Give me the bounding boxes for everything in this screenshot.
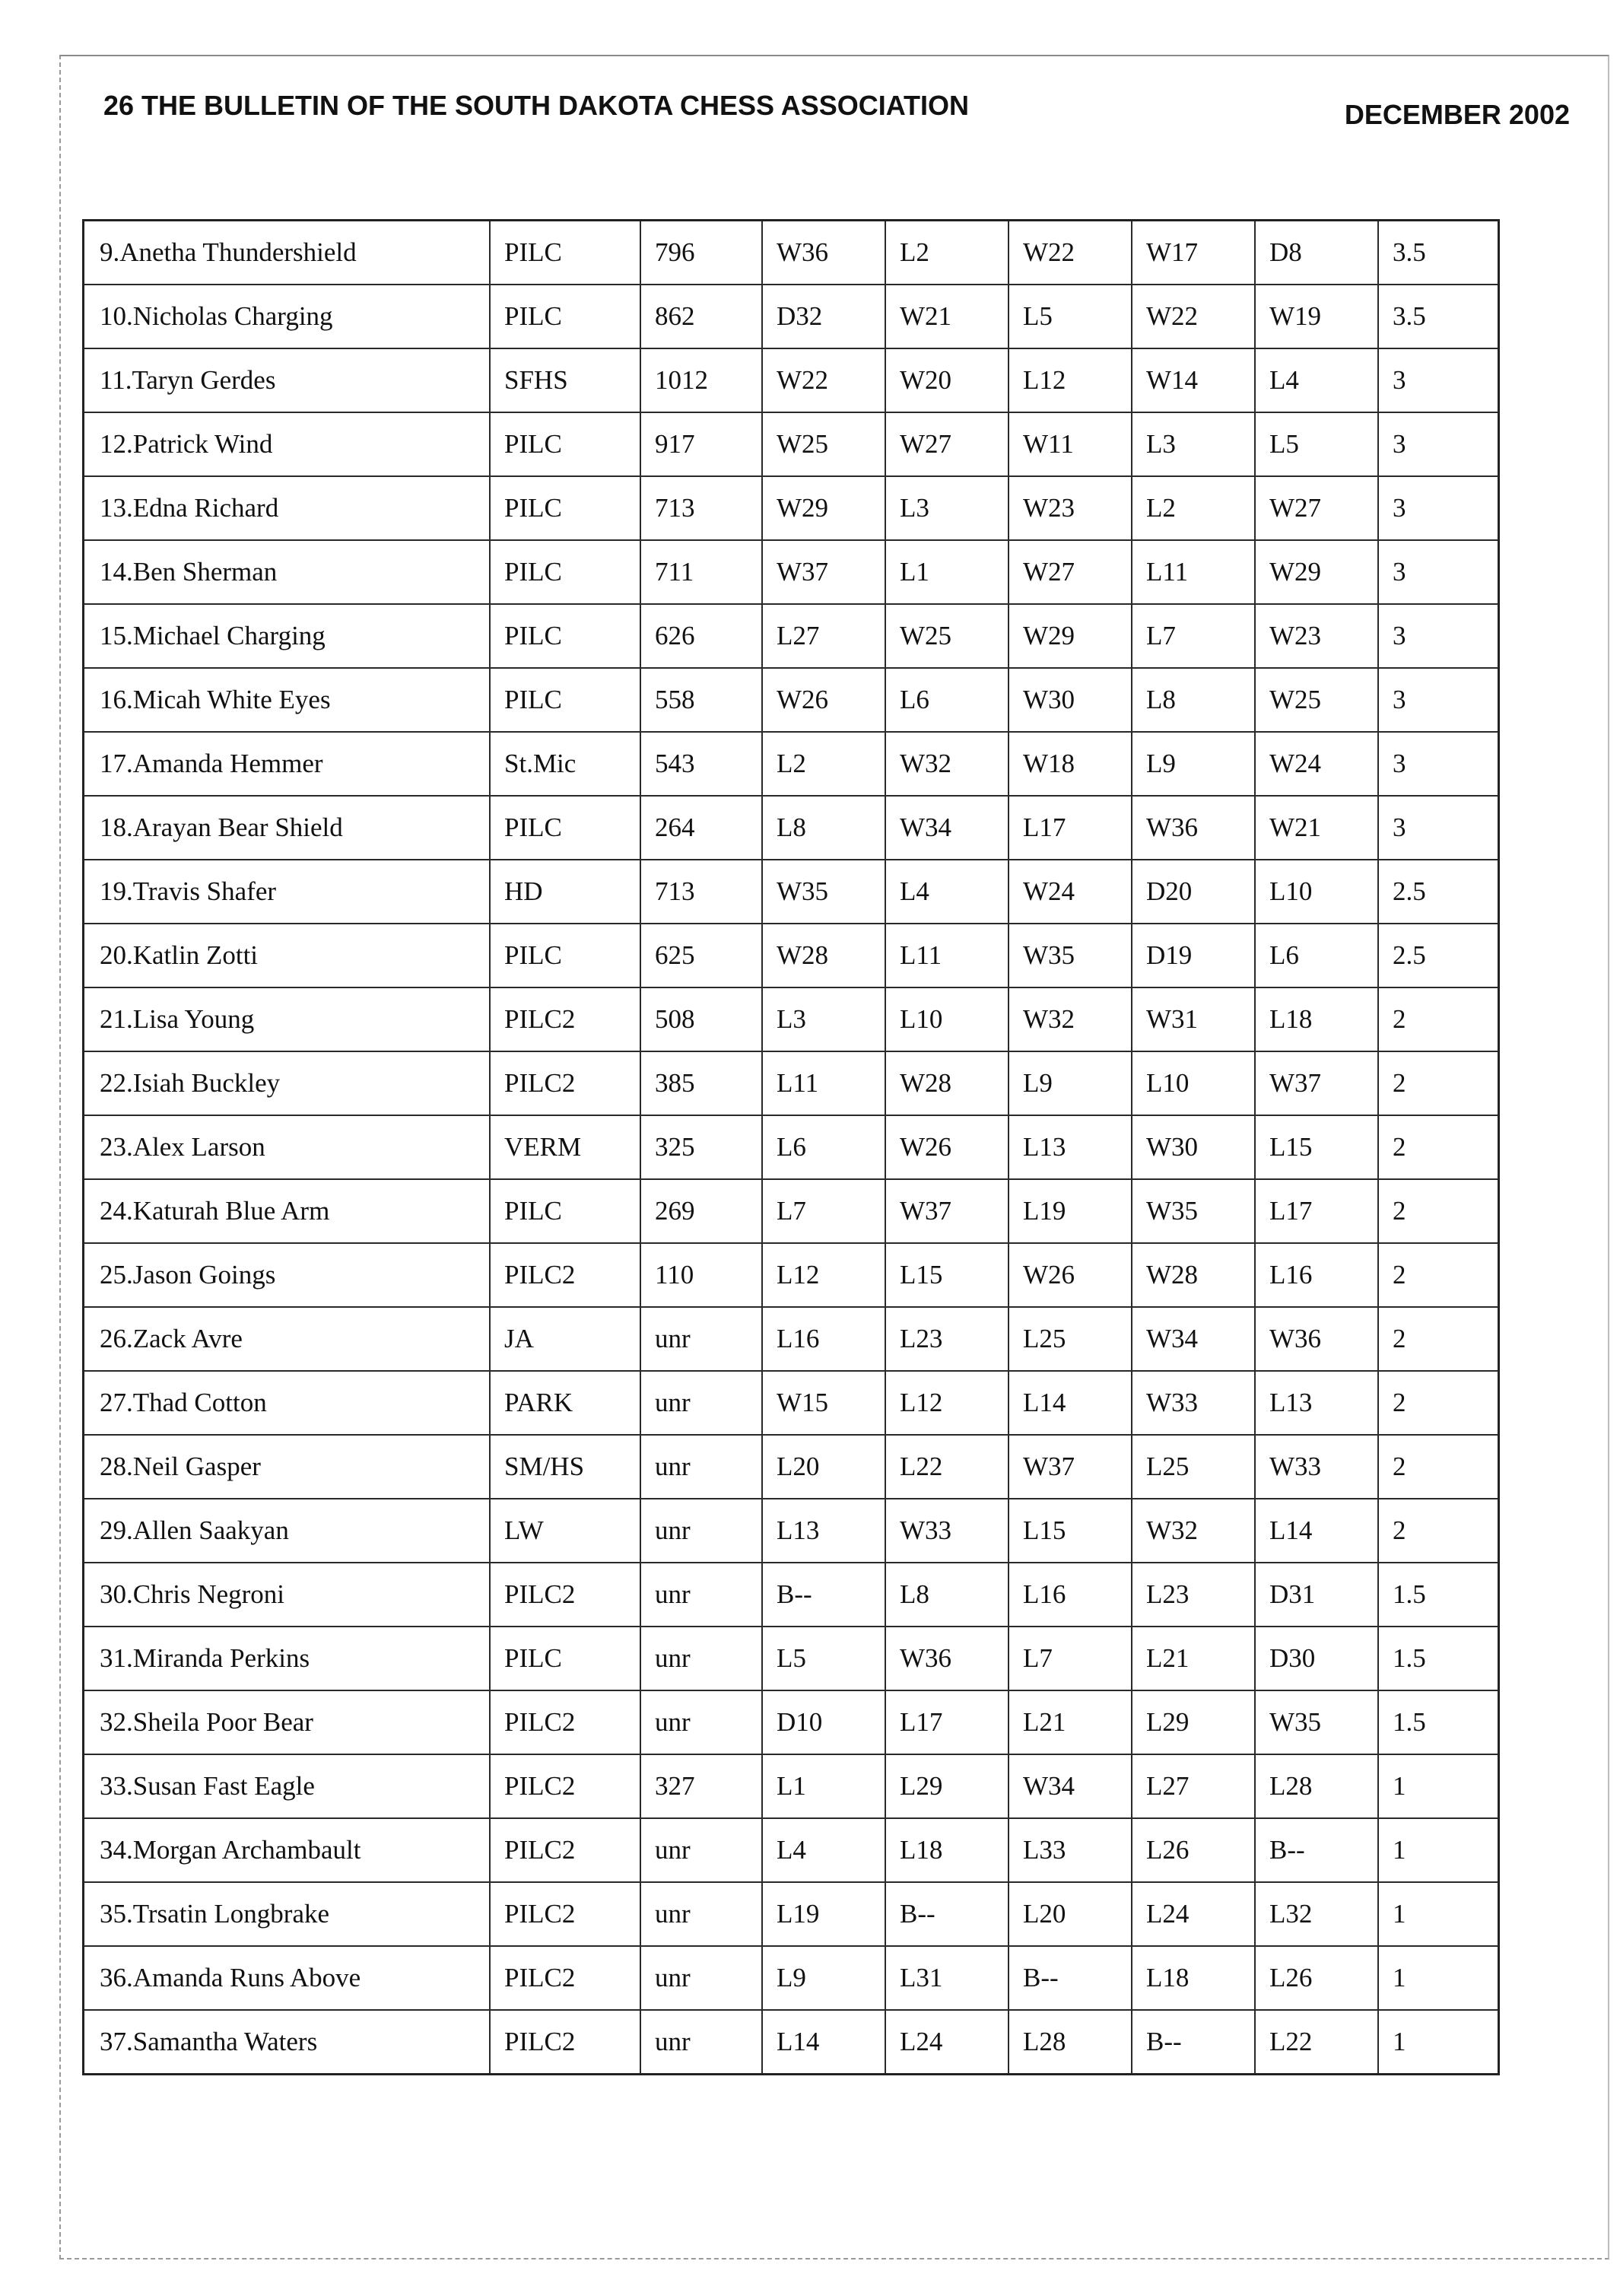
round-2-cell: L2 bbox=[885, 221, 1009, 285]
table-row bbox=[84, 476, 1499, 540]
player-name-cell: 37.Samantha Waters bbox=[84, 2010, 491, 2075]
round-3-cell: L16 bbox=[1009, 1563, 1132, 1627]
table-row bbox=[84, 860, 1499, 924]
round-5-cell: D8 bbox=[1255, 221, 1378, 285]
round-4-cell: L11 bbox=[1132, 540, 1255, 604]
round-2-cell: L15 bbox=[885, 1243, 1009, 1307]
round-3-cell: W23 bbox=[1009, 476, 1132, 540]
round-4-cell: L8 bbox=[1132, 668, 1255, 732]
table-row bbox=[84, 1179, 1499, 1243]
round-2-cell: W37 bbox=[885, 1179, 1009, 1243]
round-2-cell: L10 bbox=[885, 987, 1009, 1051]
round-2-cell: W34 bbox=[885, 796, 1009, 860]
round-5-cell: W33 bbox=[1255, 1435, 1378, 1499]
round-5-cell: W21 bbox=[1255, 796, 1378, 860]
table-row bbox=[84, 1754, 1499, 1818]
table-row bbox=[84, 412, 1499, 476]
score-cell: 3 bbox=[1378, 604, 1499, 668]
rating-cell: 713 bbox=[640, 860, 762, 924]
table-row bbox=[84, 285, 1499, 348]
table-row bbox=[84, 1690, 1499, 1754]
round-2-cell: L24 bbox=[885, 2010, 1009, 2075]
table-row bbox=[84, 668, 1499, 732]
round-2-cell: L23 bbox=[885, 1307, 1009, 1371]
round-4-cell: L21 bbox=[1132, 1627, 1255, 1690]
round-3-cell: W27 bbox=[1009, 540, 1132, 604]
round-1-cell: L16 bbox=[762, 1307, 885, 1371]
player-name-cell: 35.Trsatin Longbrake bbox=[84, 1882, 491, 1946]
player-name-cell: 18.Arayan Bear Shield bbox=[84, 796, 491, 860]
school-cell: SM/HS bbox=[490, 1435, 640, 1499]
score-cell: 1 bbox=[1378, 1754, 1499, 1818]
school-cell: PILC bbox=[490, 924, 640, 987]
round-3-cell: W30 bbox=[1009, 668, 1132, 732]
round-3-cell: L14 bbox=[1009, 1371, 1132, 1435]
round-1-cell: W22 bbox=[762, 348, 885, 412]
round-4-cell: W28 bbox=[1132, 1243, 1255, 1307]
round-2-cell: L31 bbox=[885, 1946, 1009, 2010]
score-cell: 1.5 bbox=[1378, 1690, 1499, 1754]
round-2-cell: W25 bbox=[885, 604, 1009, 668]
round-5-cell: W19 bbox=[1255, 285, 1378, 348]
round-1-cell: L20 bbox=[762, 1435, 885, 1499]
round-1-cell: W15 bbox=[762, 1371, 885, 1435]
score-cell: 2 bbox=[1378, 987, 1499, 1051]
round-1-cell: L4 bbox=[762, 1818, 885, 1882]
player-name-cell: 21.Lisa Young bbox=[84, 987, 491, 1051]
table-row bbox=[84, 924, 1499, 987]
score-cell: 2 bbox=[1378, 1051, 1499, 1115]
score-cell: 1 bbox=[1378, 1946, 1499, 2010]
score-cell: 3 bbox=[1378, 476, 1499, 540]
round-2-cell: L4 bbox=[885, 860, 1009, 924]
round-4-cell: B-- bbox=[1132, 2010, 1255, 2075]
school-cell: HD bbox=[490, 860, 640, 924]
round-2-cell: L12 bbox=[885, 1371, 1009, 1435]
rating-cell: 558 bbox=[640, 668, 762, 732]
school-cell: PILC bbox=[490, 540, 640, 604]
round-1-cell: W25 bbox=[762, 412, 885, 476]
score-cell: 3 bbox=[1378, 412, 1499, 476]
rating-cell: 626 bbox=[640, 604, 762, 668]
player-name-cell: 12.Patrick Wind bbox=[84, 412, 491, 476]
round-3-cell: L12 bbox=[1009, 348, 1132, 412]
score-cell: 1.5 bbox=[1378, 1627, 1499, 1690]
round-5-cell: L17 bbox=[1255, 1179, 1378, 1243]
score-cell: 1 bbox=[1378, 1818, 1499, 1882]
round-1-cell: W35 bbox=[762, 860, 885, 924]
round-3-cell: L5 bbox=[1009, 285, 1132, 348]
score-cell: 3 bbox=[1378, 796, 1499, 860]
round-3-cell: L19 bbox=[1009, 1179, 1132, 1243]
score-cell: 2 bbox=[1378, 1307, 1499, 1371]
round-2-cell: L17 bbox=[885, 1690, 1009, 1754]
score-cell: 3.5 bbox=[1378, 285, 1499, 348]
round-1-cell: W29 bbox=[762, 476, 885, 540]
school-cell: PILC bbox=[490, 285, 640, 348]
score-cell: 2.5 bbox=[1378, 860, 1499, 924]
rating-cell: unr bbox=[640, 1499, 762, 1563]
school-cell: PARK bbox=[490, 1371, 640, 1435]
player-name-cell: 34.Morgan Archambault bbox=[84, 1818, 491, 1882]
round-3-cell: L13 bbox=[1009, 1115, 1132, 1179]
round-1-cell: W28 bbox=[762, 924, 885, 987]
round-4-cell: W34 bbox=[1132, 1307, 1255, 1371]
rating-cell: 264 bbox=[640, 796, 762, 860]
results-table bbox=[82, 219, 1500, 2075]
rating-cell: unr bbox=[640, 1946, 762, 2010]
school-cell: PILC bbox=[490, 221, 640, 285]
rating-cell: 796 bbox=[640, 221, 762, 285]
rating-cell: unr bbox=[640, 1627, 762, 1690]
score-cell: 2 bbox=[1378, 1499, 1499, 1563]
round-1-cell: L6 bbox=[762, 1115, 885, 1179]
score-cell: 3 bbox=[1378, 540, 1499, 604]
player-name-cell: 33.Susan Fast Eagle bbox=[84, 1754, 491, 1818]
round-4-cell: W31 bbox=[1132, 987, 1255, 1051]
round-3-cell: W29 bbox=[1009, 604, 1132, 668]
player-name-cell: 29.Allen Saakyan bbox=[84, 1499, 491, 1563]
round-3-cell: L17 bbox=[1009, 796, 1132, 860]
player-name-cell: 9.Anetha Thundershield bbox=[84, 221, 491, 285]
player-name-cell: 31.Miranda Perkins bbox=[84, 1627, 491, 1690]
round-1-cell: L13 bbox=[762, 1499, 885, 1563]
table-row bbox=[84, 796, 1499, 860]
round-5-cell: W36 bbox=[1255, 1307, 1378, 1371]
round-4-cell: L23 bbox=[1132, 1563, 1255, 1627]
round-3-cell: W24 bbox=[1009, 860, 1132, 924]
round-3-cell: W35 bbox=[1009, 924, 1132, 987]
table-row bbox=[84, 732, 1499, 796]
round-5-cell: L28 bbox=[1255, 1754, 1378, 1818]
score-cell: 2 bbox=[1378, 1435, 1499, 1499]
page-header-title: 26 THE BULLETIN OF THE SOUTH DAKOTA CHESS ASSOCIATION bbox=[103, 90, 970, 121]
round-5-cell: L26 bbox=[1255, 1946, 1378, 2010]
score-cell: 3 bbox=[1378, 348, 1499, 412]
round-4-cell: W30 bbox=[1132, 1115, 1255, 1179]
player-name-cell: 26.Zack Avre bbox=[84, 1307, 491, 1371]
table-row bbox=[84, 1371, 1499, 1435]
school-cell: PILC2 bbox=[490, 1882, 640, 1946]
rating-cell: unr bbox=[640, 1435, 762, 1499]
round-3-cell: L25 bbox=[1009, 1307, 1132, 1371]
round-3-cell: L20 bbox=[1009, 1882, 1132, 1946]
round-1-cell: L1 bbox=[762, 1754, 885, 1818]
round-4-cell: L10 bbox=[1132, 1051, 1255, 1115]
round-4-cell: W36 bbox=[1132, 796, 1255, 860]
rating-cell: unr bbox=[640, 1371, 762, 1435]
round-2-cell: L8 bbox=[885, 1563, 1009, 1627]
school-cell: PILC bbox=[490, 412, 640, 476]
round-3-cell: W26 bbox=[1009, 1243, 1132, 1307]
round-3-cell: L21 bbox=[1009, 1690, 1132, 1754]
score-cell: 3.5 bbox=[1378, 221, 1499, 285]
round-5-cell: L32 bbox=[1255, 1882, 1378, 1946]
round-5-cell: L14 bbox=[1255, 1499, 1378, 1563]
round-1-cell: L9 bbox=[762, 1946, 885, 2010]
score-cell: 1 bbox=[1378, 2010, 1499, 2075]
score-cell: 2 bbox=[1378, 1115, 1499, 1179]
round-5-cell: B-- bbox=[1255, 1818, 1378, 1882]
rating-cell: 385 bbox=[640, 1051, 762, 1115]
round-5-cell: W35 bbox=[1255, 1690, 1378, 1754]
table-row bbox=[84, 1946, 1499, 2010]
player-name-cell: 30.Chris Negroni bbox=[84, 1563, 491, 1627]
school-cell: SFHS bbox=[490, 348, 640, 412]
round-2-cell: W20 bbox=[885, 348, 1009, 412]
school-cell: PILC2 bbox=[490, 1563, 640, 1627]
score-cell: 2 bbox=[1378, 1179, 1499, 1243]
score-cell: 2.5 bbox=[1378, 924, 1499, 987]
player-name-cell: 22.Isiah Buckley bbox=[84, 1051, 491, 1115]
round-2-cell: L29 bbox=[885, 1754, 1009, 1818]
table-row bbox=[84, 1563, 1499, 1627]
round-1-cell: W36 bbox=[762, 221, 885, 285]
rating-cell: 269 bbox=[640, 1179, 762, 1243]
rating-cell: 917 bbox=[640, 412, 762, 476]
round-3-cell: W32 bbox=[1009, 987, 1132, 1051]
round-4-cell: D20 bbox=[1132, 860, 1255, 924]
round-1-cell: D10 bbox=[762, 1690, 885, 1754]
rating-cell: 325 bbox=[640, 1115, 762, 1179]
rating-cell: unr bbox=[640, 1690, 762, 1754]
player-name-cell: 36.Amanda Runs Above bbox=[84, 1946, 491, 2010]
round-5-cell: L5 bbox=[1255, 412, 1378, 476]
round-2-cell: W32 bbox=[885, 732, 1009, 796]
score-cell: 3 bbox=[1378, 668, 1499, 732]
school-cell: PILC bbox=[490, 476, 640, 540]
round-1-cell: L2 bbox=[762, 732, 885, 796]
round-5-cell: W29 bbox=[1255, 540, 1378, 604]
round-2-cell: L11 bbox=[885, 924, 1009, 987]
table-row bbox=[84, 604, 1499, 668]
school-cell: LW bbox=[490, 1499, 640, 1563]
round-5-cell: W24 bbox=[1255, 732, 1378, 796]
table-row bbox=[84, 1818, 1499, 1882]
round-4-cell: L25 bbox=[1132, 1435, 1255, 1499]
rating-cell: 327 bbox=[640, 1754, 762, 1818]
player-name-cell: 27.Thad Cotton bbox=[84, 1371, 491, 1435]
round-3-cell: W22 bbox=[1009, 221, 1132, 285]
round-4-cell: L24 bbox=[1132, 1882, 1255, 1946]
results-table-body bbox=[84, 221, 1499, 2075]
table-row bbox=[84, 540, 1499, 604]
round-5-cell: L15 bbox=[1255, 1115, 1378, 1179]
rating-cell: unr bbox=[640, 1563, 762, 1627]
round-2-cell: W21 bbox=[885, 285, 1009, 348]
round-4-cell: L26 bbox=[1132, 1818, 1255, 1882]
player-name-cell: 23.Alex Larson bbox=[84, 1115, 491, 1179]
rating-cell: 110 bbox=[640, 1243, 762, 1307]
round-1-cell: L19 bbox=[762, 1882, 885, 1946]
round-2-cell: W36 bbox=[885, 1627, 1009, 1690]
round-3-cell: L33 bbox=[1009, 1818, 1132, 1882]
table-row bbox=[84, 1307, 1499, 1371]
round-4-cell: L2 bbox=[1132, 476, 1255, 540]
round-1-cell: L3 bbox=[762, 987, 885, 1051]
round-3-cell: W37 bbox=[1009, 1435, 1132, 1499]
round-2-cell: L22 bbox=[885, 1435, 1009, 1499]
round-1-cell: L11 bbox=[762, 1051, 885, 1115]
player-name-cell: 15.Michael Charging bbox=[84, 604, 491, 668]
round-2-cell: W33 bbox=[885, 1499, 1009, 1563]
table-row bbox=[84, 1499, 1499, 1563]
school-cell: PILC2 bbox=[490, 2010, 640, 2075]
school-cell: PILC2 bbox=[490, 1051, 640, 1115]
round-5-cell: D30 bbox=[1255, 1627, 1378, 1690]
round-2-cell: L3 bbox=[885, 476, 1009, 540]
round-5-cell: L4 bbox=[1255, 348, 1378, 412]
rating-cell: 625 bbox=[640, 924, 762, 987]
round-5-cell: W25 bbox=[1255, 668, 1378, 732]
round-5-cell: L6 bbox=[1255, 924, 1378, 987]
round-4-cell: W32 bbox=[1132, 1499, 1255, 1563]
round-3-cell: L9 bbox=[1009, 1051, 1132, 1115]
round-2-cell: L6 bbox=[885, 668, 1009, 732]
round-2-cell: L18 bbox=[885, 1818, 1009, 1882]
round-2-cell: B-- bbox=[885, 1882, 1009, 1946]
player-name-cell: 24.Katurah Blue Arm bbox=[84, 1179, 491, 1243]
score-cell: 3 bbox=[1378, 732, 1499, 796]
round-1-cell: L7 bbox=[762, 1179, 885, 1243]
round-3-cell: B-- bbox=[1009, 1946, 1132, 2010]
table-row bbox=[84, 1435, 1499, 1499]
round-2-cell: W26 bbox=[885, 1115, 1009, 1179]
table-row bbox=[84, 1882, 1499, 1946]
round-1-cell: W26 bbox=[762, 668, 885, 732]
player-name-cell: 28.Neil Gasper bbox=[84, 1435, 491, 1499]
round-4-cell: L29 bbox=[1132, 1690, 1255, 1754]
score-cell: 2 bbox=[1378, 1371, 1499, 1435]
round-4-cell: D19 bbox=[1132, 924, 1255, 987]
rating-cell: 711 bbox=[640, 540, 762, 604]
school-cell: PILC2 bbox=[490, 1754, 640, 1818]
player-name-cell: 32.Sheila Poor Bear bbox=[84, 1690, 491, 1754]
round-4-cell: L9 bbox=[1132, 732, 1255, 796]
round-2-cell: W27 bbox=[885, 412, 1009, 476]
round-5-cell: L16 bbox=[1255, 1243, 1378, 1307]
round-2-cell: L1 bbox=[885, 540, 1009, 604]
round-4-cell: L3 bbox=[1132, 412, 1255, 476]
school-cell: PILC2 bbox=[490, 987, 640, 1051]
round-3-cell: W18 bbox=[1009, 732, 1132, 796]
table-row bbox=[84, 348, 1499, 412]
round-5-cell: L13 bbox=[1255, 1371, 1378, 1435]
player-name-cell: 10.Nicholas Charging bbox=[84, 285, 491, 348]
round-3-cell: L15 bbox=[1009, 1499, 1132, 1563]
school-cell: PILC bbox=[490, 796, 640, 860]
round-1-cell: B-- bbox=[762, 1563, 885, 1627]
round-4-cell: L27 bbox=[1132, 1754, 1255, 1818]
round-4-cell: W35 bbox=[1132, 1179, 1255, 1243]
round-4-cell: L18 bbox=[1132, 1946, 1255, 2010]
round-1-cell: L27 bbox=[762, 604, 885, 668]
player-name-cell: 13.Edna Richard bbox=[84, 476, 491, 540]
school-cell: St.Mic bbox=[490, 732, 640, 796]
school-cell: PILC2 bbox=[490, 1818, 640, 1882]
score-cell: 2 bbox=[1378, 1243, 1499, 1307]
round-5-cell: W27 bbox=[1255, 476, 1378, 540]
player-name-cell: 17.Amanda Hemmer bbox=[84, 732, 491, 796]
player-name-cell: 11.Taryn Gerdes bbox=[84, 348, 491, 412]
school-cell: VERM bbox=[490, 1115, 640, 1179]
page-header-date: DECEMBER 2002 bbox=[1344, 99, 1570, 130]
round-3-cell: W34 bbox=[1009, 1754, 1132, 1818]
player-name-cell: 16.Micah White Eyes bbox=[84, 668, 491, 732]
round-1-cell: L5 bbox=[762, 1627, 885, 1690]
school-cell: PILC2 bbox=[490, 1946, 640, 2010]
school-cell: PILC bbox=[490, 668, 640, 732]
round-3-cell: L28 bbox=[1009, 2010, 1132, 2075]
round-1-cell: W37 bbox=[762, 540, 885, 604]
round-1-cell: L12 bbox=[762, 1243, 885, 1307]
round-1-cell: L14 bbox=[762, 2010, 885, 2075]
score-cell: 1 bbox=[1378, 1882, 1499, 1946]
table-row bbox=[84, 2010, 1499, 2075]
table-row bbox=[84, 1051, 1499, 1115]
round-1-cell: L8 bbox=[762, 796, 885, 860]
rating-cell: 713 bbox=[640, 476, 762, 540]
round-4-cell: W14 bbox=[1132, 348, 1255, 412]
rating-cell: unr bbox=[640, 1882, 762, 1946]
table-row bbox=[84, 1115, 1499, 1179]
round-5-cell: D31 bbox=[1255, 1563, 1378, 1627]
player-name-cell: 19.Travis Shafer bbox=[84, 860, 491, 924]
school-cell: PILC2 bbox=[490, 1243, 640, 1307]
player-name-cell: 25.Jason Goings bbox=[84, 1243, 491, 1307]
round-5-cell: L22 bbox=[1255, 2010, 1378, 2075]
school-cell: PILC bbox=[490, 604, 640, 668]
round-3-cell: W11 bbox=[1009, 412, 1132, 476]
player-name-cell: 14.Ben Sherman bbox=[84, 540, 491, 604]
round-5-cell: W37 bbox=[1255, 1051, 1378, 1115]
rating-cell: unr bbox=[640, 2010, 762, 2075]
round-3-cell: L7 bbox=[1009, 1627, 1132, 1690]
round-5-cell: L18 bbox=[1255, 987, 1378, 1051]
rating-cell: 508 bbox=[640, 987, 762, 1051]
table-row bbox=[84, 1243, 1499, 1307]
table-row bbox=[84, 987, 1499, 1051]
school-cell: PILC bbox=[490, 1179, 640, 1243]
school-cell: PILC2 bbox=[490, 1690, 640, 1754]
rating-cell: 543 bbox=[640, 732, 762, 796]
round-4-cell: L7 bbox=[1132, 604, 1255, 668]
score-cell: 1.5 bbox=[1378, 1563, 1499, 1627]
player-name-cell: 20.Katlin Zotti bbox=[84, 924, 491, 987]
rating-cell: 1012 bbox=[640, 348, 762, 412]
table-row bbox=[84, 221, 1499, 285]
round-4-cell: W33 bbox=[1132, 1371, 1255, 1435]
round-4-cell: W17 bbox=[1132, 221, 1255, 285]
round-5-cell: W23 bbox=[1255, 604, 1378, 668]
rating-cell: unr bbox=[640, 1307, 762, 1371]
round-5-cell: L10 bbox=[1255, 860, 1378, 924]
rating-cell: unr bbox=[640, 1818, 762, 1882]
table-row bbox=[84, 1627, 1499, 1690]
rating-cell: 862 bbox=[640, 285, 762, 348]
school-cell: PILC bbox=[490, 1627, 640, 1690]
round-1-cell: D32 bbox=[762, 285, 885, 348]
round-4-cell: W22 bbox=[1132, 285, 1255, 348]
round-2-cell: W28 bbox=[885, 1051, 1009, 1115]
school-cell: JA bbox=[490, 1307, 640, 1371]
